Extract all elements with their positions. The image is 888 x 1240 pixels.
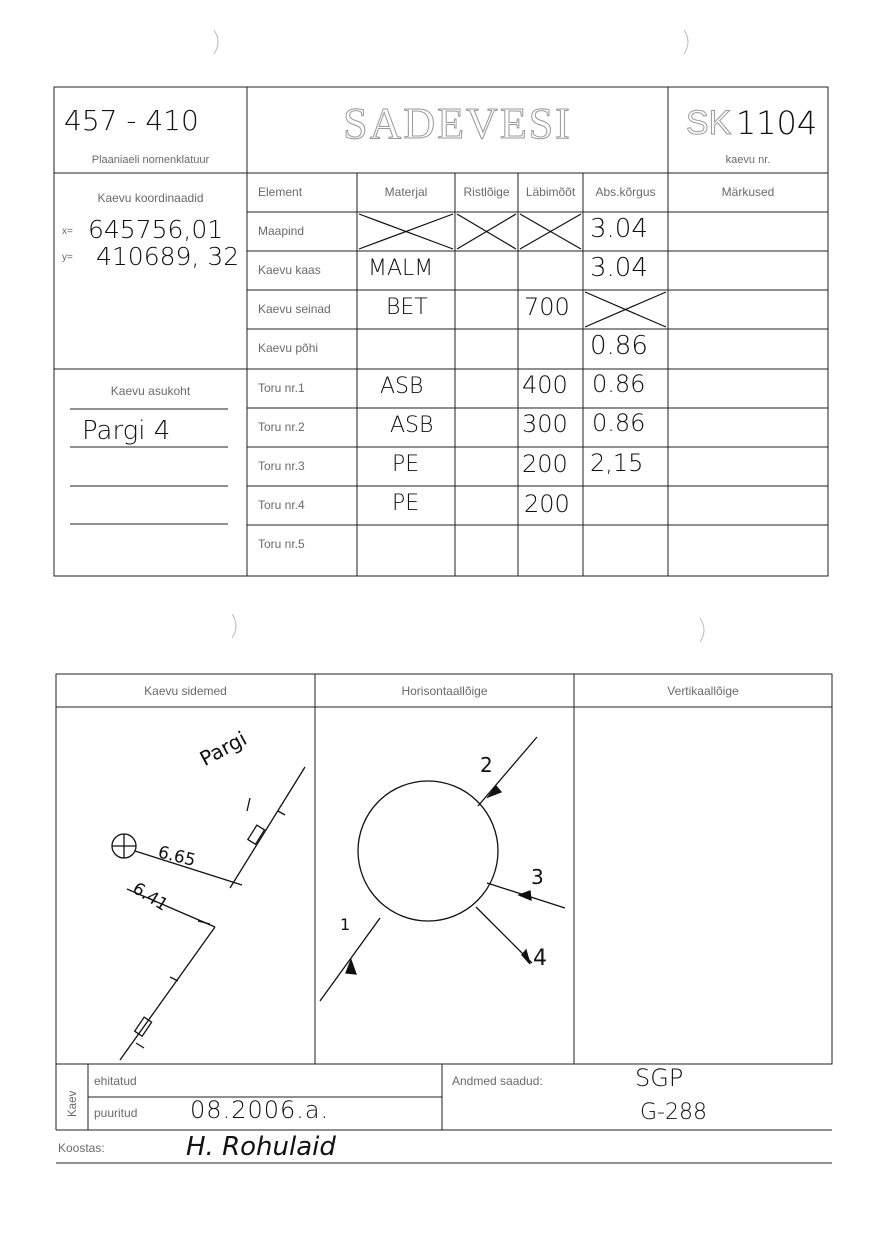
row-elevation: 2,15 <box>590 449 644 477</box>
row-element: Kaevu seinad <box>258 302 331 316</box>
row-element: Kaevu põhi <box>258 341 319 355</box>
header-horizontal: Horisontaallõige <box>401 684 488 698</box>
header-section: Ristlõige <box>463 185 510 199</box>
location-label: Kaevu asukoht <box>110 384 191 398</box>
data-value-2: G-288 <box>640 1100 707 1125</box>
built-label: ehitatud <box>94 1074 137 1088</box>
coord-x-value: 645756,01 <box>88 215 224 244</box>
row-elevation: 0.86 <box>592 370 646 398</box>
header-vertical: Vertikaallõige <box>667 684 739 698</box>
row-diameter: 200 <box>522 450 568 478</box>
row-elevation: 3.04 <box>590 253 648 283</box>
well-number-label: kaevu nr. <box>725 154 771 166</box>
sketch-dist-2: 6.41 <box>128 878 172 916</box>
header-links: Kaevu sidemed <box>144 684 227 698</box>
header-element: Element <box>258 185 303 199</box>
well-number-value: 1104 <box>735 104 818 142</box>
row-diameter: 700 <box>524 293 570 321</box>
location-value: Pargi 4 <box>82 416 171 446</box>
row-elevation: 0.86 <box>590 331 648 361</box>
row-material: ASB <box>380 374 424 399</box>
well-number <box>686 104 817 143</box>
row-material: PE <box>392 491 420 516</box>
well-number-prefix: SK <box>686 104 732 142</box>
coords-label: Kaevu koordinaadid <box>97 191 204 205</box>
coord-y-label: y= <box>62 252 73 263</box>
row-material: BET <box>386 295 428 320</box>
pipe-label-4: 4 <box>533 946 547 971</box>
sketch-street: Pargi <box>195 726 251 771</box>
row-material: PE <box>392 452 420 477</box>
header-notes: Märkused <box>721 185 775 199</box>
side-label: Kaev <box>67 1090 79 1117</box>
row-element: Kaevu kaas <box>258 263 321 277</box>
compiled-value: H. Rohulaid <box>186 1132 336 1162</box>
row-elevation: 0.86 <box>592 409 646 437</box>
sketch-dist-1: 6.65 <box>155 842 198 871</box>
data-label: Andmed saadud: <box>452 1074 543 1088</box>
row-material: ASB <box>390 413 434 438</box>
row-diameter: 300 <box>522 410 568 438</box>
cleaned-value: 08.2006.a. <box>190 1096 330 1124</box>
row-diameter: 200 <box>524 490 570 518</box>
nomenclature-value: 457 - 410 <box>64 104 199 137</box>
row-element: Toru nr.1 <box>258 381 305 395</box>
row-element: Maapind <box>258 224 305 238</box>
row-material: MALM <box>368 256 434 281</box>
nomenclature-label: Plaaniaeli nomenklatuur <box>91 154 210 166</box>
coord-y-value: 410689, 32 <box>96 242 240 271</box>
row-element: Toru nr.2 <box>258 420 305 434</box>
header-diameter: Läbimõõt <box>525 185 576 199</box>
header-material: Materjal <box>384 185 428 199</box>
card-top-grid <box>0 0 888 600</box>
links-sketch <box>112 767 305 1060</box>
row-element: Toru nr.3 <box>258 459 305 473</box>
section-sketch <box>320 737 565 1001</box>
row-diameter: 400 <box>522 371 568 399</box>
data-value-1: SGP <box>635 1064 684 1092</box>
row-element: Toru nr.5 <box>258 537 305 551</box>
row-elevation: 3.04 <box>590 214 648 244</box>
cleaned-label: puuritud <box>94 1106 138 1120</box>
compiled-label: Koostas: <box>58 1141 105 1155</box>
pipe-label-3: 3 <box>531 865 544 889</box>
pipe-label-2: 2 <box>480 753 493 777</box>
coord-x-label: x= <box>62 226 73 237</box>
header-elevation: Abs.kõrgus <box>595 185 656 199</box>
pipe-label-1: 1 <box>340 915 351 934</box>
row-element: Toru nr.4 <box>258 498 305 512</box>
page-title: SADEVESI <box>343 99 572 148</box>
